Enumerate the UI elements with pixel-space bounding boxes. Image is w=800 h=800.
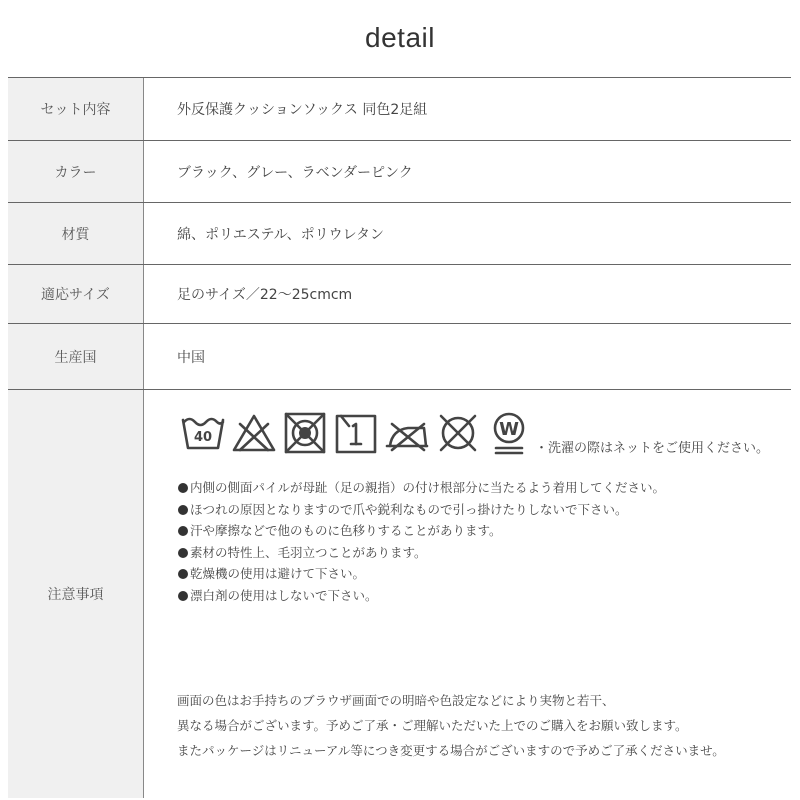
bullet-icon xyxy=(178,569,188,579)
no-iron-icon xyxy=(384,410,430,456)
list-item xyxy=(178,520,665,542)
no-tumble-dry-icon xyxy=(282,410,328,456)
note-text: ほつれの原因となりますので爪や鋭利なもので引っ掛けたりしないで下さい。 xyxy=(190,501,628,517)
row-precautions xyxy=(8,390,791,798)
note-text: 素材の特性上、毛羽立つことがあります。 xyxy=(190,544,427,560)
no-bleach-icon xyxy=(231,410,277,456)
bullet-icon xyxy=(178,548,188,558)
note-text: 漂白剤の使用はしないで下さい。 xyxy=(190,587,378,603)
list-item xyxy=(178,499,665,521)
wash-tub-40-icon xyxy=(180,410,226,456)
wet-clean-letter: W xyxy=(499,419,519,440)
row-label: 注意事項 xyxy=(8,390,143,798)
row-label: セット内容 xyxy=(8,78,143,140)
note-text: 汗や摩擦などで他のものに色移りすることがあります。 xyxy=(190,523,502,538)
disclaimer-line: またパッケージはリニューアル等につき変更する場合がございますので予めご了承くださいませ。 xyxy=(177,743,725,758)
row-size xyxy=(8,265,791,324)
note-text: 乾燥機の使用は避けて下さい。 xyxy=(190,566,366,581)
drip-dry-icon xyxy=(333,410,379,456)
bullet-icon xyxy=(178,505,188,515)
spec-table xyxy=(8,77,791,798)
row-material xyxy=(8,203,791,265)
bullet-icon xyxy=(178,526,188,536)
row-value: 中国 xyxy=(143,324,791,389)
bullet-icon xyxy=(178,483,188,493)
bullet-icon xyxy=(178,591,188,601)
list-item xyxy=(178,477,665,499)
list-item xyxy=(178,585,665,607)
row-color xyxy=(8,141,791,203)
no-dry-clean-icon xyxy=(435,410,481,456)
page-title: detail xyxy=(365,22,435,53)
wash-temperature: 40 xyxy=(193,430,213,445)
care-icons xyxy=(180,410,537,456)
row-label: 材質 xyxy=(8,203,143,264)
list-item xyxy=(178,542,665,564)
disclaimer-line: 異なる場合がございます。予めご了承・ご理解いただいた上でのご購入をお願い致します。 xyxy=(177,718,688,733)
wet-clean-icon xyxy=(486,410,532,456)
disclaimer xyxy=(177,688,725,763)
row-label: 適応サイズ xyxy=(8,265,143,323)
row-set-contents xyxy=(8,78,791,141)
row-label: カラー xyxy=(8,141,143,202)
disclaimer-line: 画面の色はお手持ちのブラウザ画面での明暗や色設定などにより実物と若干、 xyxy=(177,693,615,708)
row-value: 綿、ポリエステル、ポリウレタン xyxy=(143,203,791,264)
row-label: 生産国 xyxy=(8,324,143,389)
list-item xyxy=(178,563,665,585)
care-note: ・洗濯の際はネットをご使用ください。 xyxy=(535,441,770,456)
row-value: ブラック、グレー、ラベンダーピンク xyxy=(143,141,791,202)
note-text: 内側の側面パイルが母趾（足の親指）の付け根部分に当たるよう着用してください。 xyxy=(190,480,666,495)
row-value: 外反保護クッションソックス 同色2足組 xyxy=(143,78,791,140)
precaution-list xyxy=(178,477,665,606)
row-value: 足のサイズ／22～25cmcm xyxy=(143,265,791,323)
precautions-content xyxy=(143,390,791,798)
row-origin xyxy=(8,324,791,390)
